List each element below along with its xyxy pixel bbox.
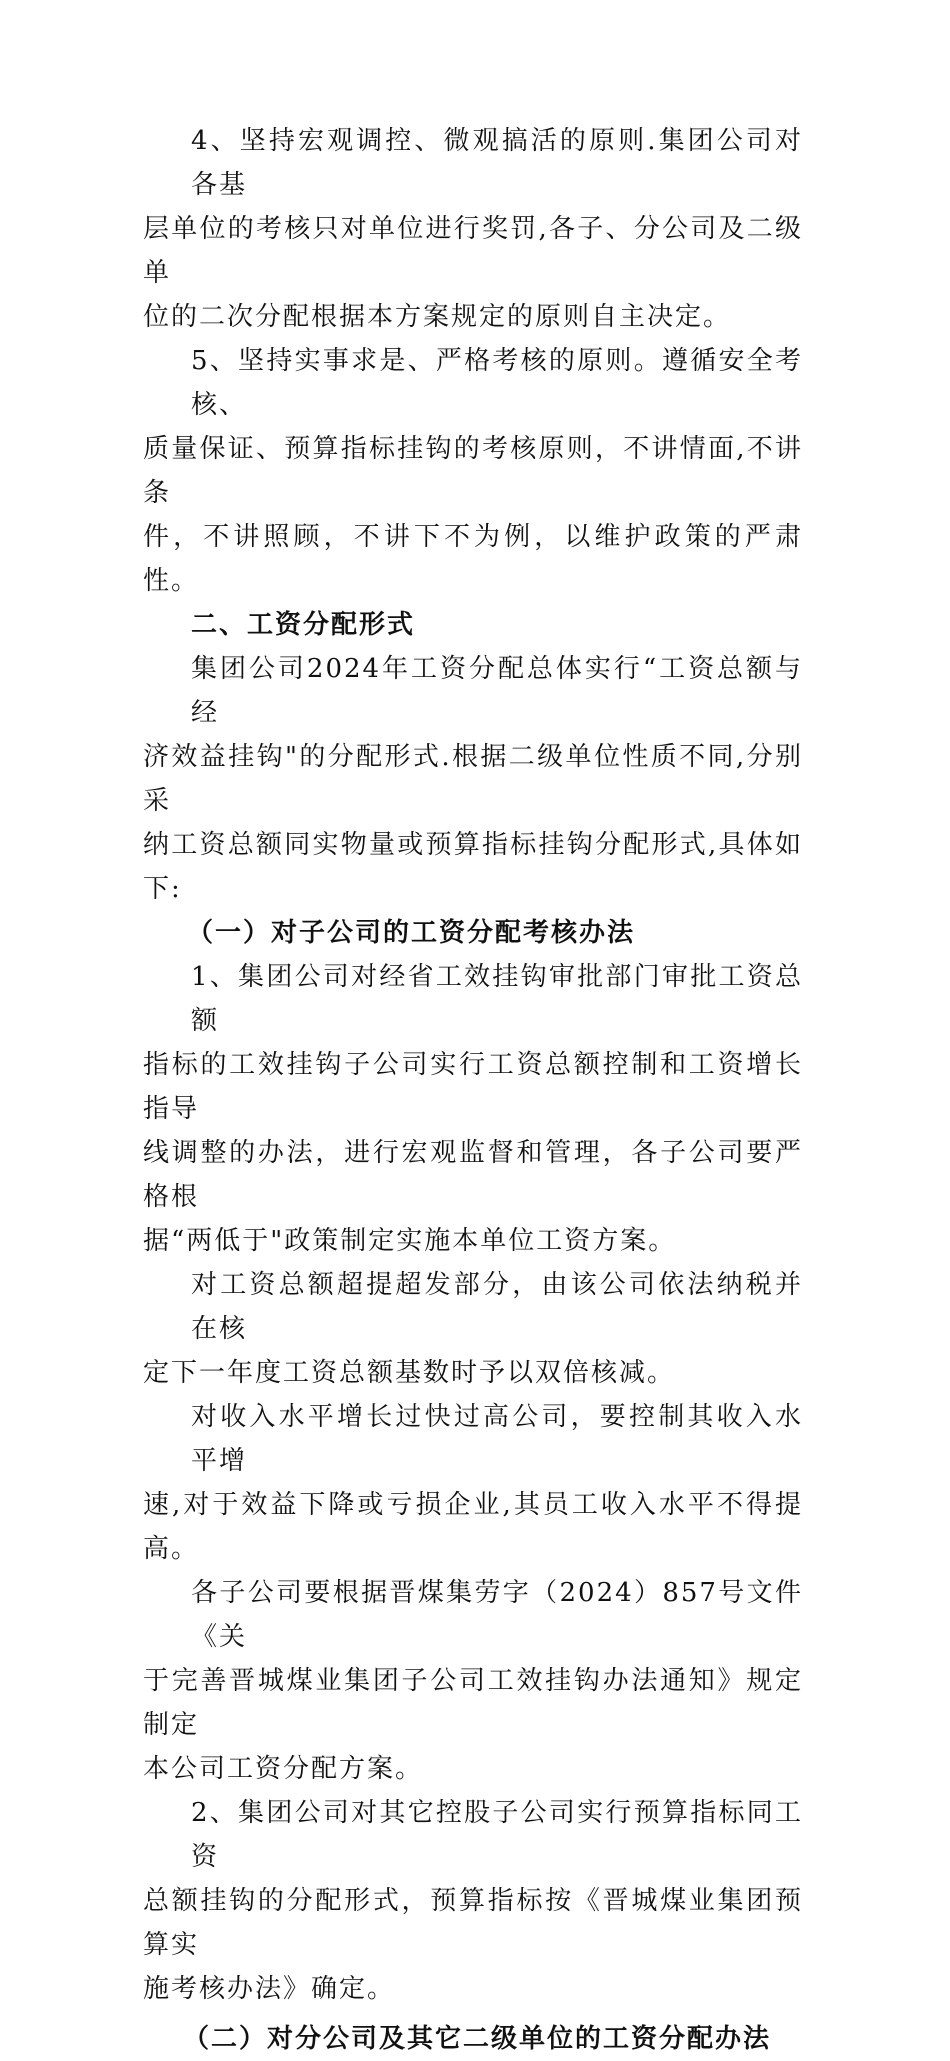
text-line: 总额挂钩的分配形式，预算指标按《晋城煤业集团预算实 [143,1886,803,1960]
text-line: 质量保证、预算指标挂钩的考核原则，不讲情面,不讲条 [143,434,803,508]
paragraph-document-reference [143,1571,803,1791]
paragraph-income-growth [143,1395,803,1571]
text-line: 集团公司2024年工资分配总体实行“工资总额与经 [191,654,803,728]
document-body [143,119,803,2061]
text-line: 定下一年度工资总额基数时予以双倍核减。 [143,1358,676,1388]
text-line: 4、坚持宏观调控、微观搞活的原则.集团公司对各基 [191,126,803,200]
paragraph-subsidiary-item-2 [143,1791,803,2011]
text-line: 1、集团公司对经省工效挂钩审批部门审批工资总额 [191,962,803,1036]
text-line: 5、坚持实事求是、严格考核的原则。遵循安全考核、 [191,346,803,420]
paragraph-subsidiary-item-1 [143,955,803,1263]
subsection-heading-branches: （二）对分公司及其它二级单位的工资分配办法 [183,2024,772,2054]
text-line: 纳工资总额同实物量或预算指标挂钩分配形式,具体如下: [143,830,803,904]
text-line: 各子公司要根据晋煤集劳字（2024）857号文件《关 [191,1578,803,1652]
text-line: 指标的工效挂钩子公司实行工资总额控制和工资增长指导 [143,1050,803,1124]
text-line: 速,对于效益下降或亏损企业,其员工收入水平不得提高。 [143,1490,803,1564]
text-line: 件，不讲照顾，不讲下不为例，以维护政策的严肃性。 [143,522,803,596]
text-line: 线调整的办法，进行宏观监督和管理，各子公司要严格根 [143,1138,803,1212]
text-line: 本公司工资分配方案。 [143,1754,424,1784]
text-line: 位的二次分配根据本方案规定的原则自主决定。 [143,302,732,332]
text-line: 对收入水平增长过快过高公司，要控制其收入水平增 [191,1402,803,1476]
text-line: 2、集团公司对其它控股子公司实行预算指标同工资 [191,1798,803,1872]
paragraph-principle-4 [143,119,803,339]
paragraph-principle-5 [143,339,803,603]
text-line: 施考核办法》确定。 [143,1974,396,2004]
subsection-heading-subsidiaries: （一）对子公司的工资分配考核办法 [187,918,636,948]
text-line: 于完善晋城煤业集团子公司工效挂钩办法通知》规定制定 [143,1666,803,1740]
paragraph-excess-wages [143,1263,803,1395]
paragraph-wage-form-intro [143,647,803,911]
text-line: 层单位的考核只对单位进行奖罚,各子、分公司及二级单 [143,214,803,288]
text-line: 对工资总额超提超发部分，由该公司依法纳税并在核 [191,1270,803,1344]
section-heading-wage-form: 二、工资分配形式 [191,610,416,640]
text-line: 济效益挂钩"的分配形式.根据二级单位性质不同,分别采 [143,742,803,816]
text-line: 据“两低于"政策制定实施本单位工资方案。 [143,1226,677,1256]
